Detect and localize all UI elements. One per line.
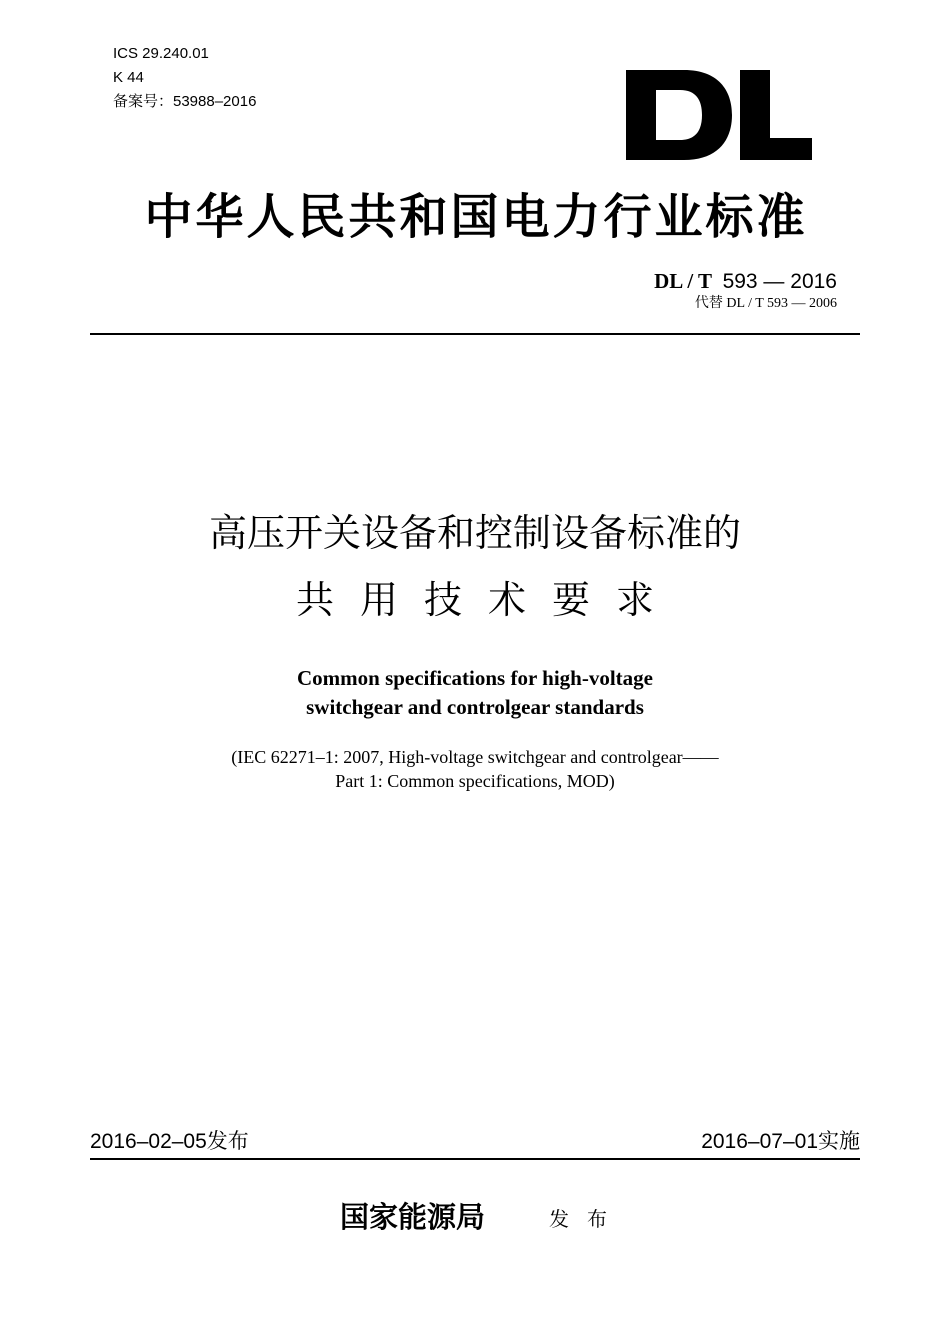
standard-number [654, 268, 837, 295]
standard-code: 593 — 2016 [722, 270, 837, 293]
publish-date: 2016–02–05发布 [90, 1130, 249, 1153]
standard-prefix: DL / T [654, 269, 713, 293]
issue-action: 发布 [549, 1207, 625, 1231]
english-title-line-2: switchgear and controlgear standards [306, 695, 644, 719]
english-title-line-1: Common specifications for high-voltage [296, 666, 653, 690]
reference-line-2: Part 1: Common specifications, MOD) [335, 771, 615, 791]
replaces-standard: 代替 DL / T 593 — 2006 [694, 296, 837, 311]
classification-code: K 44 [113, 69, 144, 86]
chinese-title-line-1: 高压开关设备和控制设备标准的 [208, 511, 741, 555]
dl-logo [626, 70, 812, 160]
ics-code: ICS 29.240.01 [113, 45, 209, 62]
chinese-title-line-2: 共用技术要求 [295, 578, 680, 622]
reference-line-1: (IEC 62271–1: 2007, High-voltage switchgear and controlgear—— [231, 747, 719, 767]
industry-standard-title: 中华人民共和国电力行业标准 [144, 189, 808, 245]
record-number: 备案号：53988–2016 [113, 93, 257, 110]
implementation-date: 2016–07–01实施 [701, 1130, 860, 1153]
issuing-authority: 国家能源局 [340, 1200, 486, 1234]
top-divider [90, 333, 860, 335]
bottom-divider [90, 1158, 860, 1160]
